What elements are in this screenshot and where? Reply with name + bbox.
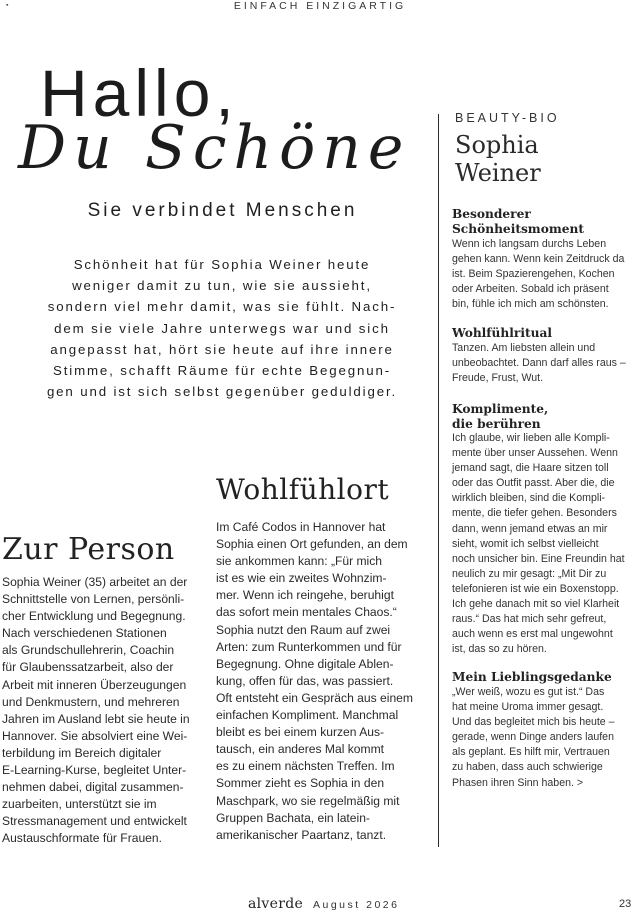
text-line: und Denkmustern, und mehreren: [2, 694, 180, 709]
text-line: zuarbeiten, unterstützt sie im: [2, 797, 157, 812]
corner-mark: ▪: [6, 2, 9, 9]
text-line: bin, fühle ich mich am schönsten.: [452, 298, 609, 311]
text-line: E-Learning-Kurse, begleitet Unter-: [2, 763, 187, 778]
sidebar-label: BEAUTY-BIO: [455, 111, 560, 125]
lead-line: gen und ist sich selbst gegenüber geduldiger.: [46, 384, 398, 400]
sidebar-heading-komplimente: [452, 402, 548, 431]
text-line: noch unsicher bin. Eine Freundin hat: [452, 552, 625, 565]
lead-line: weniger damit zu tun, wie sie aussieht,: [72, 278, 372, 294]
magazine-logo: alverde: [248, 896, 304, 912]
text-line: Sophia nutzt den Raum auf zwei: [216, 622, 391, 637]
sidebar-text-schoenheitsmoment: [452, 237, 624, 312]
text-line: es zu einem nächsten Treffen. Im: [216, 759, 395, 774]
lead-line: Stimme, schafft Räume für echte Begegnun-: [53, 363, 391, 379]
text-line: einfachen Kompliment. Manchmal: [216, 708, 399, 723]
text-line: mente über unser Aussehen. Wenn: [452, 447, 618, 460]
text-line: Begegnung. Ohne digitale Ablen-: [216, 656, 394, 671]
lead-line: dem sie viele Jahre unterwegs war und sich: [54, 320, 390, 336]
issue-date: August 2026: [313, 899, 400, 911]
headline-line-2: Du Schöne: [18, 113, 411, 183]
text-line: sie ankommen kann: „Für mich: [216, 554, 383, 569]
text-line: Wenn ich langsam durchs Leben: [452, 238, 607, 250]
zur-person-heading: Zur Person: [2, 532, 175, 567]
text-line: kung, offen für das, was passiert.: [216, 673, 394, 688]
text-line: hat meine Uroma immer gesagt.: [452, 701, 604, 714]
lead-paragraph: [14, 254, 430, 402]
text-line: Sophia einen Ort gefunden, an dem: [216, 537, 408, 552]
text-line: nehmen dabei, digital zusammen-: [2, 780, 184, 795]
sidebar-divider: [438, 114, 439, 847]
text-line: ist, das so zu hören.: [452, 643, 547, 656]
text-line: amerikanischer Paartanz, tanzt.: [216, 827, 387, 842]
text-line: bleibt es bei einem kurzen Aus-: [216, 725, 385, 740]
text-line: raus.“ Das hat mich sehr gefreut,: [452, 613, 607, 626]
heading-line: Wohlfühlritual: [452, 326, 552, 340]
text-line: das sofort mein mentales Chaos.“: [216, 605, 397, 620]
text-line: Sophia Weiner (35) arbeitet an der: [2, 575, 188, 589]
text-line: Oft entsteht ein Gespräch aus einem: [216, 690, 413, 705]
text-line: terbildung im Bereich digitaler: [2, 745, 162, 760]
page-number: 23: [619, 898, 632, 910]
heading-line: Besonderer: [452, 207, 531, 221]
text-line: Jahren im Ausland lebt sie heute in: [2, 711, 190, 726]
sidebar-heading-wohlfuehlritual: [452, 326, 552, 341]
text-line: als geplant. Es hilft mir, Vertrauen: [452, 746, 610, 759]
text-line: Ich glaube, wir lieben alle Kompli-: [452, 432, 610, 444]
sidebar-text-lieblingsgedanke: [452, 685, 615, 791]
text-line: neulich zu mir gesagt: „Mit Dir zu: [452, 567, 607, 580]
sidebar-heading-schoenheitsmoment: [452, 207, 584, 236]
text-line: cher Entwicklung und Begegnung.: [2, 609, 186, 624]
zur-person-text: [2, 574, 202, 848]
text-line: gerade, wenn Dinge anders laufen: [452, 731, 614, 744]
text-line: ist es wie ein zweites Wohnzim-: [216, 571, 387, 586]
subtitle: Sie verbindet Menschen: [87, 200, 358, 221]
text-line: Austauschformate für Frauen.: [2, 831, 162, 846]
section-kicker: EINFACH EINZIGARTIG: [233, 0, 407, 12]
headline-line-1: Hallo,: [40, 56, 239, 130]
text-line: Sommer zieht es Sophia in den: [216, 776, 385, 791]
sidebar-text-komplimente: [452, 431, 625, 657]
text-line: ist. Beim Spazierengehen, Kochen: [452, 268, 615, 281]
text-line: oder das Outfit passt. Aber die, die: [452, 477, 615, 490]
sidebar-heading-lieblingsgedanke: [452, 670, 612, 685]
name-line: Weiner: [455, 159, 541, 187]
text-line: wirklich bleiben, sind die Kompli-: [452, 492, 606, 505]
text-line: Hannover. Sie absolviert eine Wei-: [2, 728, 188, 743]
text-line: Und das begleitet mich bis heute –: [452, 716, 615, 729]
text-line: mer. Wenn ich reingehe, beruhigt: [216, 588, 394, 603]
text-line: Gruppen Bachata, ein latein-: [216, 810, 370, 825]
text-line: „Wer weiß, wozu es gut ist.“ Das: [452, 686, 605, 698]
heading-line: Komplimente,: [452, 402, 549, 416]
text-line: jemand sagt, die Haare sitzen toll: [452, 462, 609, 475]
text-line: für Glaubenssatzarbeit, also der: [2, 660, 174, 675]
text-line: tausch, ein anderes Mal kommt: [216, 742, 385, 757]
text-line: sieht, womit ich selbst vielleicht: [452, 537, 599, 550]
text-line: auch wenn es erst mal ungewohnt: [452, 628, 613, 641]
lead-line: sondern viel mehr damit, was sie fühlt. Nach-: [47, 299, 397, 315]
text-line: telefonieren ist wie ein Boxenstopp.: [452, 582, 619, 595]
text-line: unbeobachtet. Dann darf alles raus –: [452, 357, 626, 370]
text-line: mente, die tiefer gehen. Besonders: [452, 507, 617, 520]
lead-line: Schönheit hat für Sophia Weiner heute: [73, 257, 371, 272]
text-line: zu haben, dass auch schwierige: [452, 761, 603, 774]
text-line: als Grundschullehrerin, Coachin: [2, 643, 175, 658]
sidebar-text-wohlfuehlritual: [452, 341, 626, 386]
name-line: Sophia: [455, 131, 539, 159]
text-line: Stressmanagement und entwickelt: [2, 814, 187, 829]
heading-line: die berühren: [452, 416, 541, 431]
text-line: Ich gehe danach mit so viel Klarheit: [452, 598, 620, 611]
text-line: Arbeit mit inneren Überzeugungen: [2, 677, 187, 692]
text-line: Arten: zum Runterkommen und für: [216, 639, 402, 654]
text-line: Im Café Codos in Hannover hat: [216, 520, 386, 534]
wohlfuehlort-heading: Wohlfühlort: [216, 473, 390, 506]
text-line: Tanzen. Am liebsten allein und: [452, 342, 596, 354]
text-line: oder Arbeiten. Sobald ich präsent: [452, 283, 609, 296]
text-line: Phasen ihren Sinn haben. >: [452, 776, 584, 789]
text-line: Maschpark, wo sie regelmäßig mit: [216, 793, 400, 808]
wohlfuehlort-text: [216, 519, 430, 844]
sidebar-name: [455, 131, 541, 187]
heading-line: Schönheitsmoment: [452, 221, 584, 236]
text-line: Schnittstelle von Lernen, persönli-: [2, 592, 185, 607]
lead-line: angepasst hat, hört sie heute auf ihre innere: [50, 341, 394, 357]
heading-line: Mein Lieblingsgedanke: [452, 670, 612, 684]
text-line: Nach verschiedenen Stationen: [2, 626, 167, 641]
text-line: dann, wenn jemand etwas an mir: [452, 522, 608, 535]
text-line: gehen kann. Wenn kein Zeitdruck da: [452, 253, 625, 266]
text-line: Freude, Frust, Wut.: [452, 372, 544, 385]
